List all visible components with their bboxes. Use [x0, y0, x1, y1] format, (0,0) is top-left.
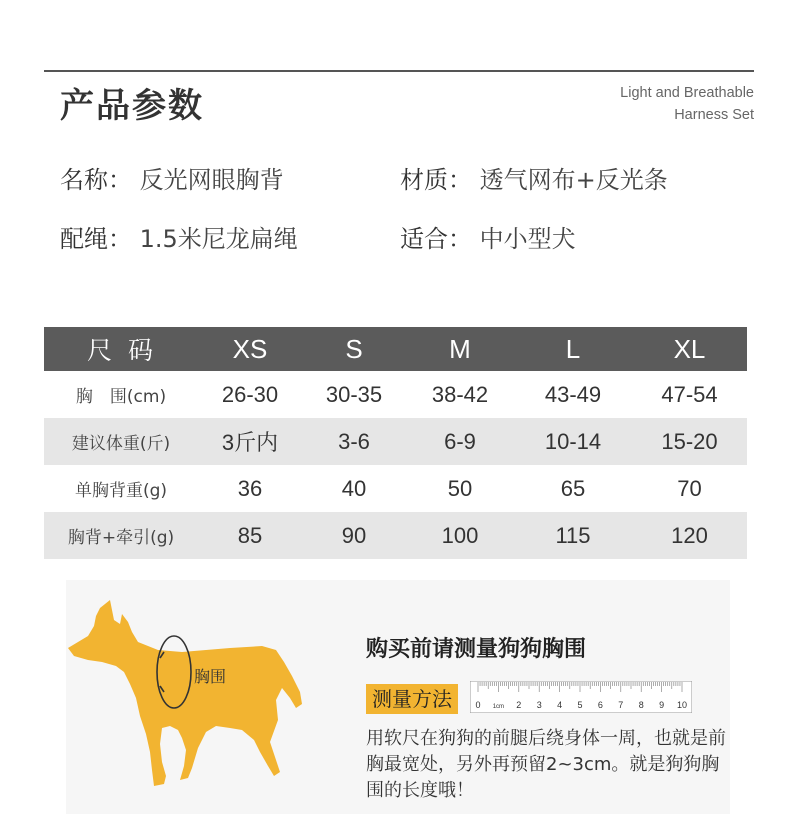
table-cell: 90	[341, 522, 367, 548]
spec-material	[400, 160, 668, 195]
table-cell: 100	[441, 522, 479, 548]
spec-key: 名称：	[60, 166, 132, 194]
table-cell: 40	[341, 475, 367, 501]
table-row	[44, 465, 747, 512]
measure-description: 用软尺在狗狗的前腿后绕身体一周，也就是前胸最宽处，另外再预留2~3cm。就是狗狗胸围的长度哦！	[366, 728, 726, 801]
row-label: 胸 围(cm)	[75, 387, 167, 407]
ruler-number: 6	[597, 700, 603, 710]
measure-guide	[66, 580, 730, 814]
table-cell: 3斤内	[221, 430, 279, 455]
size-table	[44, 327, 747, 559]
spec-leash	[60, 219, 298, 254]
ruler-number: 5	[577, 700, 583, 710]
subtitle-line-1: Light and Breathable	[620, 85, 754, 101]
ruler-number: 1cm	[492, 704, 505, 710]
table-cell: 26-30	[221, 381, 279, 407]
table-cell: 65	[560, 475, 586, 501]
table-cell: 50	[447, 475, 473, 501]
spec-key: 配绳：	[60, 225, 132, 253]
ruler-number: 3	[536, 700, 542, 710]
ruler-number: 2	[516, 700, 522, 710]
row-label: 单胸背重(g)	[74, 481, 168, 501]
page-title: 产品参数	[60, 86, 204, 126]
measure-title: 购买前请测量狗狗胸围	[366, 637, 587, 662]
table-row	[44, 418, 747, 465]
table-row	[44, 371, 747, 418]
row-label: 胸背+牵引(g)	[67, 528, 175, 548]
subtitle-line-2: Harness Set	[674, 107, 754, 123]
chest-label: 胸围	[194, 667, 227, 686]
spec-name	[60, 160, 284, 195]
page-subtitle	[620, 82, 754, 126]
spec-value: 透气网布+反光条	[479, 166, 668, 194]
spec-key: 材质：	[400, 166, 472, 194]
table-cell: 3-6	[338, 428, 370, 454]
ruler-number: 10	[676, 700, 688, 710]
table-cell: 10-14	[544, 428, 602, 454]
dog-silhouette-icon	[66, 580, 356, 814]
header-cell: L	[565, 333, 581, 364]
top-divider	[44, 70, 754, 72]
ruler-number: 9	[659, 700, 665, 710]
table-cell: 30-35	[325, 381, 383, 407]
table-cell: 120	[671, 522, 708, 548]
spec-value: 反光网眼胸背	[139, 166, 284, 194]
header-cell: S	[345, 333, 363, 364]
header-cell: 尺码	[86, 336, 169, 365]
size-table-header	[44, 327, 747, 371]
table-cell: 85	[237, 522, 263, 548]
method-label: 测量方法	[366, 684, 458, 714]
ruler-icon	[470, 681, 692, 713]
header-cell: XL	[673, 333, 706, 364]
table-cell: 15-20	[661, 428, 718, 454]
header-cell: XS	[232, 333, 268, 364]
table-cell: 6-9	[444, 428, 476, 454]
table-cell: 70	[677, 475, 702, 501]
header-cell: M	[449, 333, 471, 364]
ruler-number: 8	[638, 700, 644, 710]
spec-value: 中小型犬	[479, 225, 576, 253]
table-cell: 36	[237, 475, 263, 501]
spec-value: 1.5米尼龙扁绳	[139, 225, 298, 253]
table-row	[44, 512, 747, 559]
ruler-number: 0	[475, 700, 481, 710]
table-cell: 38-42	[431, 381, 489, 407]
row-label: 建议体重(斤)	[71, 434, 171, 454]
ruler-number: 7	[618, 700, 624, 710]
table-cell: 43-49	[544, 381, 602, 407]
table-cell: 115	[555, 522, 591, 548]
ruler-number: 4	[557, 700, 563, 710]
spec-suitable	[400, 219, 576, 254]
spec-key: 适合：	[400, 225, 472, 253]
table-cell: 47-54	[661, 381, 718, 407]
